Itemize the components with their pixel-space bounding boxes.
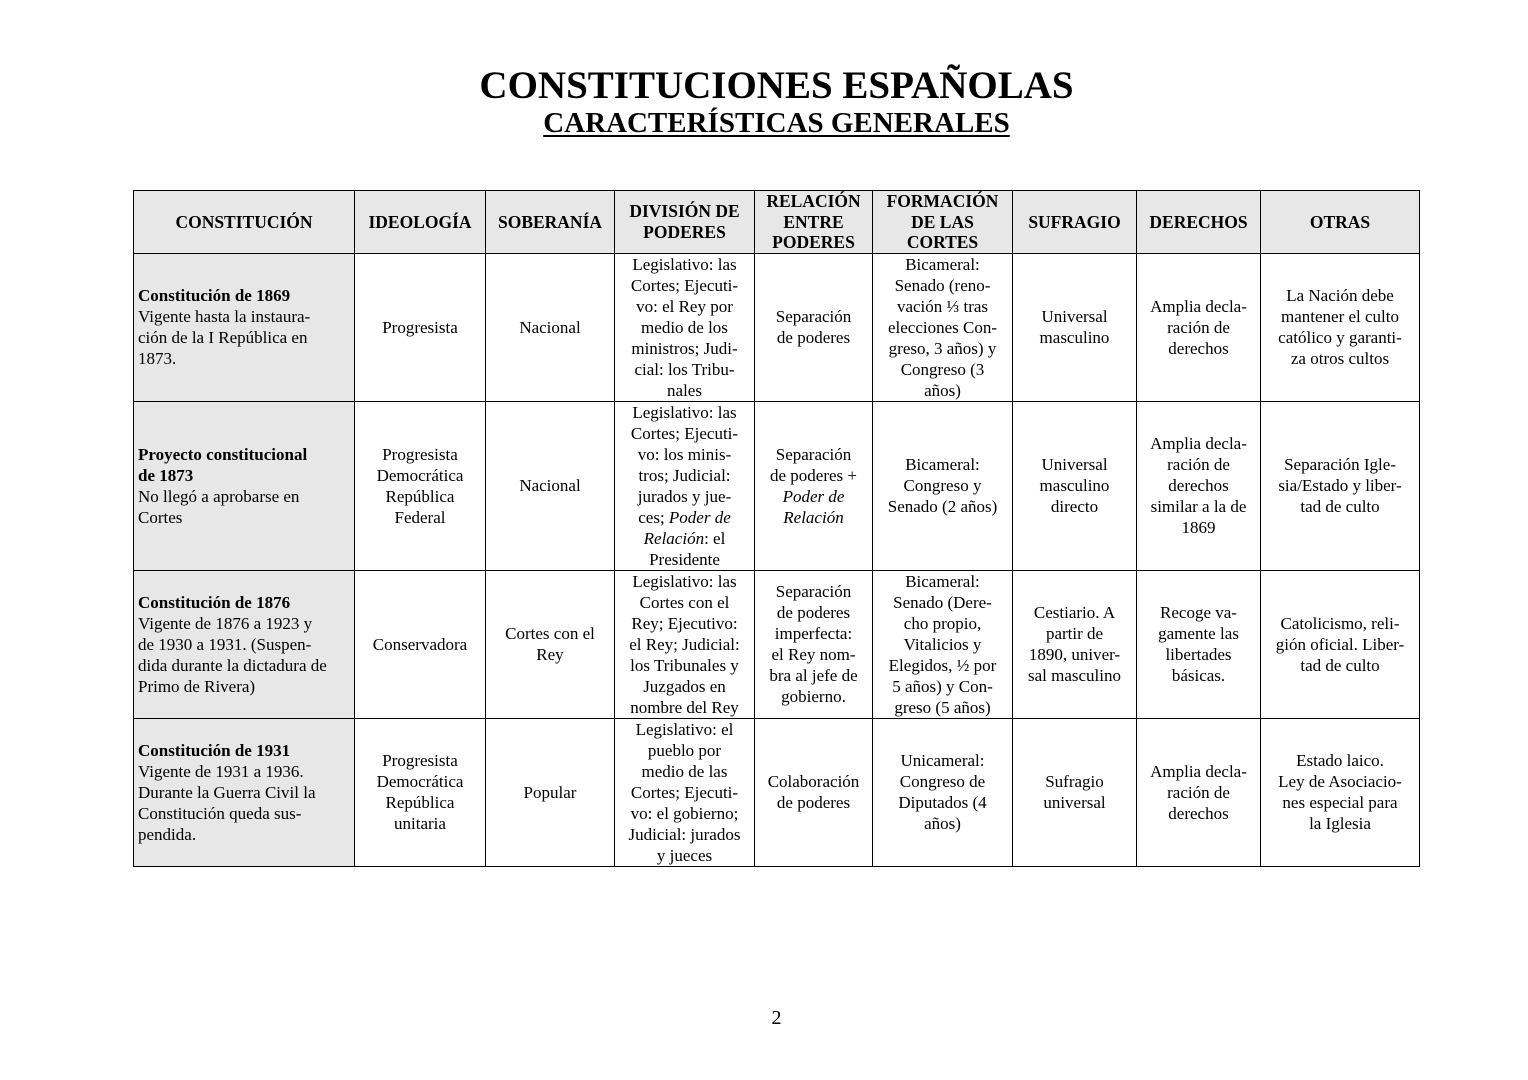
header-formacion-cortes: FORMACIÓN DE LAS CORTES	[873, 191, 1013, 254]
cell-derechos: Amplia decla- ración de derechos similar a la de 1869	[1137, 401, 1261, 570]
document-subtitle: CARACTERÍSTICAS GENERALES	[543, 107, 1010, 139]
cell-constitucion: Proyecto constitucional de 1873 No llegó a aprobarse en Cortes	[134, 401, 355, 570]
header-derechos: DERECHOS	[1137, 191, 1261, 254]
cell-soberania: Cortes con el Rey	[486, 570, 615, 718]
cell-formacion: Bicameral: Senado (reno- vación ⅓ tras elecciones Con- greso, 3 años) y Congreso (3 años)	[873, 253, 1013, 401]
header-sufragio: SUFRAGIO	[1013, 191, 1137, 254]
cell-division: Legislativo: las Cortes con el Rey; Ejecutivo: el Rey; Judicial: los Tribunales y Juzgados en nombre del Rey	[615, 570, 755, 718]
cell-otras: Catolicismo, reli- gión oficial. Liber- tad de culto	[1261, 570, 1420, 718]
cell-ideologia: Progresista Democrática República unitaria	[355, 718, 486, 866]
cell-otras: Estado laico. Ley de Asociacio- nes especial para la Iglesia	[1261, 718, 1420, 866]
cell-division: Legislativo: las Cortes; Ejecuti- vo: el Rey por medio de los ministros; Judi- cial: los Tribu- nales	[615, 253, 755, 401]
table-row-1931	[134, 718, 1420, 866]
cell-formacion: Unicameral: Congreso de Diputados (4 años)	[873, 718, 1013, 866]
cell-derechos: Amplia decla- ración de derechos	[1137, 718, 1261, 866]
header-otras: OTRAS	[1261, 191, 1420, 254]
cell-formacion: Bicameral: Congreso y Senado (2 años)	[873, 401, 1013, 570]
cell-sufragio: Universal masculino	[1013, 253, 1137, 401]
page-number: 2	[771, 1007, 782, 1029]
cell-derechos: Recoge va- gamente las libertades básicas.	[1137, 570, 1261, 718]
cell-soberania: Nacional	[486, 253, 615, 401]
cell-soberania: Nacional	[486, 401, 615, 570]
header-relacion-poderes: RELACIÓN ENTRE PODERES	[755, 191, 873, 254]
header-constitucion: CONSTITUCIÓN	[134, 191, 355, 254]
constitutions-table	[133, 190, 1420, 867]
header-row	[134, 191, 1420, 254]
cell-sufragio: Sufragio universal	[1013, 718, 1137, 866]
cell-constitucion: Constitución de 1869 Vigente hasta la instaura- ción de la I República en 1873.	[134, 253, 355, 401]
cell-ideologia: Progresista Democrática República Federal	[355, 401, 486, 570]
cell-ideologia: Conservadora	[355, 570, 486, 718]
cell-relacion: Separación de poderes imperfecta: el Rey nom- bra al jefe de gobierno.	[755, 570, 873, 718]
table-row-1876	[134, 570, 1420, 718]
cell-relacion: Colaboración de poderes	[755, 718, 873, 866]
cell-otras: Separación Igle- sia/Estado y liber- tad de culto	[1261, 401, 1420, 570]
cell-division: Legislativo: las Cortes; Ejecuti- vo: los minis- tros; Judicial: jurados y jue- ces; Poder de Relación: el Presidente	[615, 401, 755, 570]
cell-soberania: Popular	[486, 718, 615, 866]
cell-sufragio: Universal masculino directo	[1013, 401, 1137, 570]
cell-ideologia: Progresista	[355, 253, 486, 401]
cell-relacion: Separación de poderes + Poder de Relación	[755, 401, 873, 570]
cell-relacion: Separación de poderes	[755, 253, 873, 401]
cell-otras: La Nación debe mantener el culto católico y garanti- za otros cultos	[1261, 253, 1420, 401]
document-title: CONSTITUCIONES ESPAÑOLAS	[479, 64, 1074, 107]
cell-constitucion: Constitución de 1876 Vigente de 1876 a 1923 y de 1930 a 1931. (Suspen- dida durante la dictadura de Primo de Rivera)	[134, 570, 355, 718]
cell-formacion: Bicameral: Senado (Dere- cho propio, Vitalicios y Elegidos, ½ por 5 años) y Con- greso (5 años)	[873, 570, 1013, 718]
table-row-1873	[134, 401, 1420, 570]
cell-division: Legislativo: el pueblo por medio de las Cortes; Ejecuti- vo: el gobierno; Judicial: jurados y jueces	[615, 718, 755, 866]
header-ideologia: IDEOLOGÍA	[355, 191, 486, 254]
header-soberania: SOBERANÍA	[486, 191, 615, 254]
cell-sufragio: Cestiario. A partir de 1890, univer- sal masculino	[1013, 570, 1137, 718]
table-row-1869	[134, 253, 1420, 401]
header-division-poderes: DIVISIÓN DE PODERES	[615, 191, 755, 254]
cell-derechos: Amplia decla- ración de derechos	[1137, 253, 1261, 401]
cell-constitucion: Constitución de 1931 Vigente de 1931 a 1936. Durante la Guerra Civil la Constitución queda sus- pendida.	[134, 718, 355, 866]
